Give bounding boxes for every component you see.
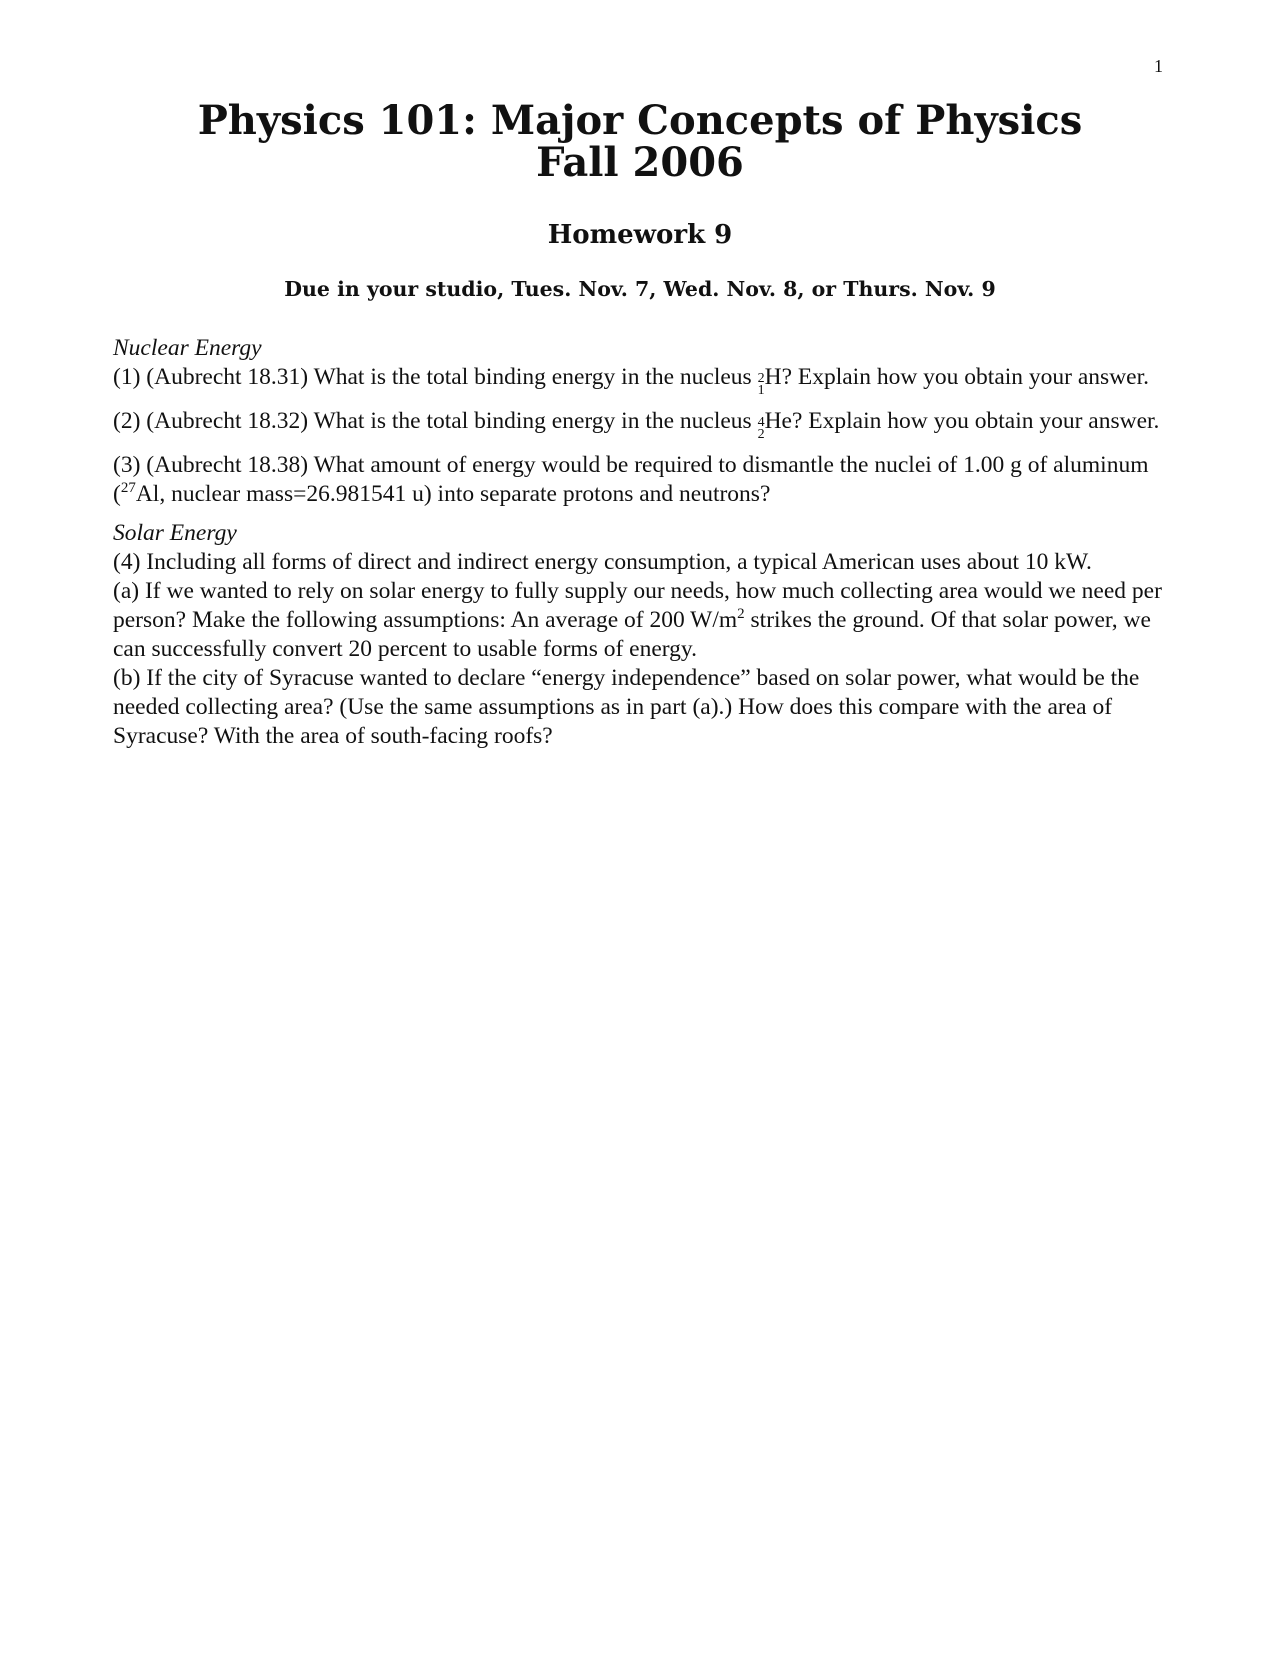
problem-4a-text-after: strikes the ground. Of that solar power, we can successfully convert 20 percent to usable forms of energy. xyxy=(113,607,1151,662)
title-line-1: Physics 101: Major Concepts of Physics xyxy=(197,97,1083,144)
nuclide-symbol: Al xyxy=(135,481,160,507)
problem-2 xyxy=(113,407,1175,441)
page-number: 1 xyxy=(1154,56,1163,76)
section-heading-solar: Solar Energy xyxy=(113,520,237,546)
problem-1 xyxy=(113,363,1175,397)
problem-4b: (b) If the city of Syracuse wanted to declare “energy independence” based on solar power, what would be the needed collecting area? (Use the same assumptions as in part (a).) How does this compare with the area of Syracuse? With the area of south-facing roofs? xyxy=(113,665,1140,749)
problem-2-text-after: ? Explain how you obtain your answer. xyxy=(791,408,1160,434)
problem-3 xyxy=(113,451,1175,509)
unit-exponent: 2 xyxy=(737,606,745,623)
nuclide-atomic-number: 1 xyxy=(757,383,765,398)
problem-3-text-before: (3) (Aubrecht 18.38) What amount of energy would be required to dismantle the nuclei of 1.00 g of aluminum ( xyxy=(113,452,1149,507)
problem-1-text-after: ? Explain how you obtain your answer. xyxy=(781,364,1150,390)
problem-4: (4) Including all forms of direct and indirect energy consumption, a typical American uses about 10 kW. xyxy=(113,549,1092,575)
problem-4a-text-before: (a) If we wanted to rely on solar energy to fully supply our needs, how much collecting area would we need per person? Make the following assumptions: An average of 200 W/m xyxy=(113,578,1162,633)
nuclide-h2 xyxy=(758,363,782,397)
due-date-line: Due in your studio, Tues. Nov. 7, Wed. Nov. 8, or Thurs. Nov. 9 xyxy=(284,277,996,301)
problem-3-text-after: , nuclear mass=26.981541 u) into separate protons and neutrons? xyxy=(159,481,771,507)
nuclide-atomic-number: 2 xyxy=(757,427,765,442)
nuclide-symbol: H xyxy=(764,364,782,390)
nuclide-symbol: He xyxy=(764,408,792,434)
problem-2-text-before: (2) (Aubrecht 18.32) What is the total binding energy in the nucleus xyxy=(113,408,758,434)
homework-subtitle: Homework 9 xyxy=(547,220,733,250)
document-title xyxy=(0,97,1280,186)
homework-content xyxy=(113,334,1175,751)
nuclide-he4 xyxy=(758,407,792,441)
nuclide-mass-number: 27 xyxy=(120,480,136,497)
problem-1-text-before: (1) (Aubrecht 18.31) What is the total binding energy in the nucleus xyxy=(113,364,758,390)
problem-4a xyxy=(113,577,1175,664)
section-heading-nuclear: Nuclear Energy xyxy=(113,335,262,361)
nuclide-mass-number: 2 xyxy=(757,371,765,386)
title-line-2: Fall 2006 xyxy=(536,139,744,186)
nuclide-mass-number: 4 xyxy=(757,415,765,430)
